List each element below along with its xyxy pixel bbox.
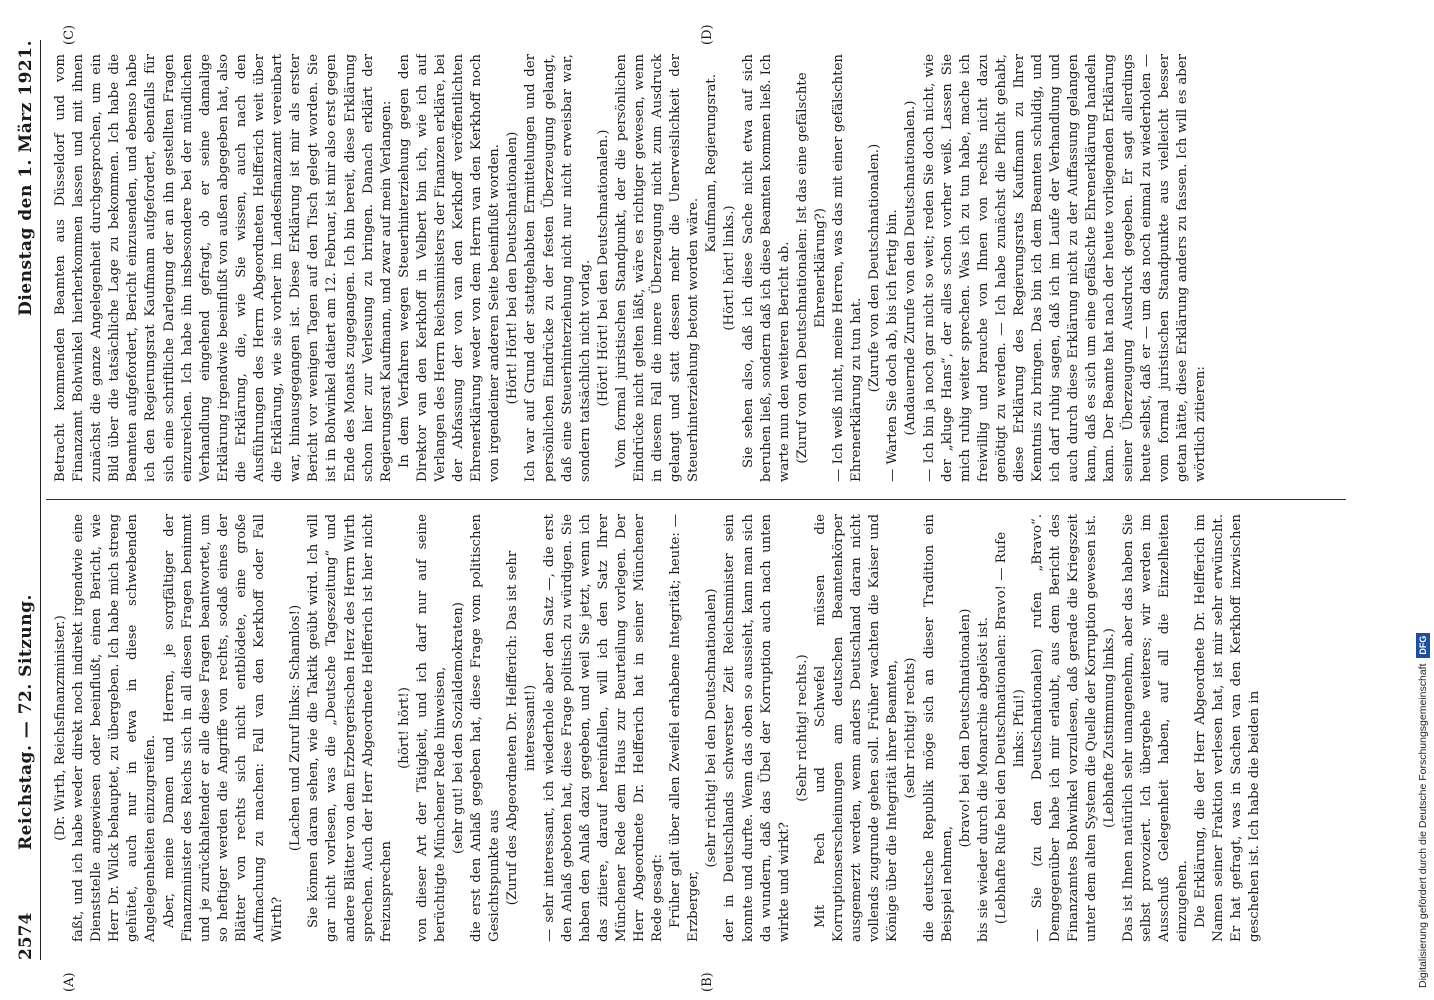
interjection: (Andauernde Zurufe von den Deutschnationalen.) bbox=[903, 100, 919, 436]
paragraph: — Warten Sie doch ab, bis ich fertig bin. bbox=[885, 209, 901, 482]
text-column-right bbox=[52, 54, 1342, 482]
paragraph: faßt, und ich habe weder direkt noch indirekt irgendwie eine Dienststelle angewiesen oder beeinflußt, einen Bericht, wie Herr Dr. Wilck behauptet, zu übergeben. Ich habe mich streng gehütet, auch nur in etwa in diese schwebenden Angelegenheiten einzugreifen. bbox=[71, 514, 159, 942]
margin-marker-d: (D) bbox=[700, 24, 715, 45]
interjection: (Lebhafte Zustimmung links.) bbox=[1102, 628, 1118, 828]
interjection: (sehr richtig! bei den Deutschnationalen) bbox=[704, 588, 720, 868]
interjection: (sehr gut! bei den Sozialdemokraten) bbox=[451, 602, 467, 854]
digitization-note: Digitalisierung gefördert durch die Deutsche Forschungsgemeinschaft bbox=[1417, 663, 1429, 988]
text-column-left bbox=[52, 514, 1342, 942]
paragraph: die deutsche Republik möge sich an dieser Tradition ein Beispiel nehmen, bbox=[921, 514, 955, 942]
column-divider bbox=[46, 499, 1346, 500]
paragraph: Vom formal juristischen Standpunkt, der die persönlichen Eindrücke nicht gelten läßt, wäre es richtiger gewesen, wenn in diesem Fall die innere Überzeugung nicht zum Ausdruck gelangt und statt dessen mehr die Unerweislichkeit der Steuerhinterziehung betont worden wäre. bbox=[613, 54, 702, 482]
interjection: (Dr. Wirth, Reichsfinanzminister.) bbox=[53, 615, 68, 841]
paragraph: — Ich weiß nicht, meine Herren, was das mit einer gefälschten Ehrenerklärung zu tun hat. bbox=[831, 54, 865, 482]
interjection: (Zurufe von den Deutschnationalen.) bbox=[867, 143, 883, 393]
page-header bbox=[6, 40, 41, 960]
paragraph: Aber, meine Damen und Herren, je sorgfältiger der Finanzminister des Reichs sich in all diesen Fragen benimmt und je zurückhaltender er alle diese Fragen beantwortet, um so heftiger werden die Angriffe von rechts, sodaß eines der Blätter von rechts sich nicht entblödete, eine große Aufmachung zu machen: Fall van den Kerkhoff oder Fall Wirth? bbox=[161, 514, 286, 942]
margin-marker-c: (C) bbox=[62, 24, 77, 45]
margin-marker-b: (B) bbox=[700, 972, 715, 992]
paragraph: Betracht kommenden Beamten aus Düsseldorf und vom Finanzamt Bohwinkel hierherkommen lassen und mit ihnen zunächst die ganze Angelegenheit durchgesprochen, um ein Bild über die tatsächliche Lage zu bekommen. Ich habe die Beamten aufgefordert, Bericht einzusenden, und ebenso habe ich den Regierungsrat Kaufmann aufgefordert, ebenfalls für sich eine schriftliche Darlegung der an ihn gestellten Fragen einzureichen. Ich habe ihn insbesondere bei der mündlichen Verhandlung eingehend gefragt, ob er seine damalige Erklärung irgendwie beeinflußt von außen abgegeben hat, also die Erklärung, die, wie Sie wissen, auch nach den Ausführungen des Herrn Abgeordneten Helfferich weit über die Erklärung, wie sie vorher im Landesfinanzamt vereinbart war, hinausgegangen ist. Diese Erklärung ist mir als erster Bericht vor wenigen Tagen auf den Tisch gelegt worden. Sie ist in Bohwinkel datiert am 12. Februar, ist mir also erst gegen Ende des Monats zugegangen. Ich bin bereit, diese Erklärung schon hier zur Verlesung zu bringen. Danach erklärt der Regierungsrat Kaufmann, und zwar auf mein Verlangen: bbox=[53, 54, 394, 482]
running-title-right: Dienstag den 1. März 1921. bbox=[16, 40, 36, 316]
interjection: (hört! hört!) bbox=[396, 687, 412, 769]
interjection: (Hört! Hört! bei den Deutschnationalen.) bbox=[595, 129, 611, 407]
digitization-credit bbox=[1414, 8, 1432, 988]
paragraph: Ich war auf Grund der stattgehabten Ermittelungen und der persönlichen Eindrücke zu der festen Überzeugung gelangt, daß eine Steuerhinterziehung nicht nur nicht erweisbar war, sondern tatsächlich nicht vorlag. bbox=[523, 54, 593, 482]
interjection: (bravo! bei den Deutschnationalen) bbox=[957, 608, 973, 848]
margin-marker-a: (A) bbox=[62, 972, 77, 992]
paragraph: der in Deutschlands schwerster Zeit Reichsminister sein konnte und durfte. Wenn das oben so aussieht, kann man sich da wundern, daß das Übel der Korruption auch nach unten wirkte und wirkt? bbox=[722, 514, 792, 942]
paragraph: Sie sehen also, daß ich diese Sache nicht etwa auf sich beruhen ließ, sondern daß ich diese Beamten kommen ließ. Ich warte nun den weiteren Bericht ab. bbox=[740, 54, 792, 482]
interjection: (Lachen und Zuruf links: Schamlos!) bbox=[288, 604, 304, 852]
dfg-logo: DFG bbox=[1416, 633, 1430, 658]
paragraph: Sie können daran sehen, wie die Taktik geübt wird. Ich will gar nicht vorlesen, was die „Deutsche Tageszeitung“ und andere Blätter von dem Erzbergerischen Herz des Herrn Wirth sprechen. Auch der Herr Abgeordnete Helfferich ist hier nicht freizusprechen bbox=[306, 514, 394, 942]
interjection: (Zuruf des Abgeordneten Dr. Helfferich: Das ist sehr interessant!) bbox=[505, 550, 539, 906]
page-number: 2574 bbox=[16, 912, 36, 960]
interjection: (Sehr richtig! rechts.) bbox=[794, 654, 810, 802]
paragraph: Das ist Ihnen natürlich sehr unangenehm, aber das haben Sie selbst provoziert. Ich übergehe weiteres; wir werden im Ausschuß Gelegenheit haben, auf all die Einzelheiten einzugehen. bbox=[1120, 514, 1190, 942]
interjection: (Hört! Hört! bei den Deutschnationalen) bbox=[505, 131, 521, 405]
paragraph: die erst den Anlaß gegeben hat, diese Frage vom politischen Gesichtspunkte aus bbox=[469, 514, 503, 942]
interjection: (Lebhafte Rufe bei den Deutschnationalen: Bravo! — Rufe links: Pfui!) bbox=[993, 531, 1027, 925]
paragraph: — Ich bin ja noch gar nicht so weit; reden Sie doch nicht, wie der „kluge Hans“, der alles schon vorher weiß. Lassen Sie mich ruhig weiter sprechen. Was ich zu tun habe, mache ich freiwillig und brauche von Ihnen von rechts nicht dazu genötigt zu werden. — Ich habe zunächst die Pflicht gehabt, diese Erklärung des Regierungsrats Kaufmann zu Ihrer Kenntnis zu bringen. Das bin ich dem Beamten schuldig, und ich darf ruhig sagen, daß ich im Laufe der Verhandlung und auch durch diese Erklärung nicht zu der Auffassung gelangen kann, daß es sich um eine gefälschte Ehrenerklärung handeln kann. Der Beamte hat nach der heute vorliegenden Erklärung seiner Überzeugung Ausdruck gegeben. Er sagt allerdings heute selbst, daß er — um das noch einmal zu wiederholen — vom formal juristischen Standpunkte aus vielleicht besser getan hätte, diese Erklärung anders zu fassen. Ich will es aber wörtlich zitieren: bbox=[921, 54, 1208, 482]
paragraph: — sehr interessant, ich wiederhole aber den Satz —, die erst den Anlaß geboten hat, diese Frage politisch zu würdigen. Sie haben den Anlaß dazu gegeben, und weil Sie jetzt, wenn ich das zitiere, darauf hereinfallen, will ich den Satz Ihrer Münchener Rede dem Haus zur Beurteilung vorlegen. Der Herr Abgeordnete Dr. Helfferich hat in seiner Münchener Rede gesagt: bbox=[541, 514, 666, 942]
paragraph: Mit Pech und Schwefel müssen die Korruptionserscheinungen am deutschen Beamtenkörper ausgemerzt werden, wenn anders Deutschland daran nicht vollends zugrunde gehen soll. Früher wachten die Kaiser und Könige über die Integrität ihrer Beamten, bbox=[812, 514, 901, 942]
paragraph: Früher galt über allen Zweifel erhabene Integrität; heute: — Erzberger, bbox=[668, 514, 702, 942]
paragraph: Die Erklärung, die der Herr Abgeordnete Dr. Helfferich im Namen seiner Fraktion verlesen hat, ist mir sehr erwünscht. Er hat gefragt, was in Sachen van den Kerkhoff inzwischen geschehen ist. Ich habe die beiden in bbox=[1192, 514, 1263, 942]
interjection: (sehr richtig! rechts) bbox=[903, 657, 919, 799]
interjection: (Hört! hört! links.) bbox=[722, 205, 738, 331]
signature-line: Kaufmann, Regierungsrat. bbox=[704, 74, 720, 253]
paragraph: bis sie wieder durch die Monarchie abgelöst ist. bbox=[975, 617, 991, 942]
paragraph: von dieser Art der Tätigkeit, und ich darf nur auf seine berüchtigte Münchener Rede hinweisen, bbox=[414, 514, 448, 942]
paragraph: — Sie (zu den Deutschnationalen) rufen „Bravo“. Demgegenüber habe ich mir erlaubt, aus dem Bericht des Finanzamtes Bohwinkel vorzulesen, daß gerade die Kriegszeit unter dem alten System die Quelle der Korruption gewesen ist. bbox=[1030, 514, 1100, 942]
interjection: (Zuruf von den Deutschnationalen: Ist das eine gefälschte Ehrenerklärung?) bbox=[794, 72, 828, 464]
paragraph: In dem Verfahren wegen Steuerhinterziehung gegen den Direktor van den Kerkhoff in Velbert bin ich, wie ich auf Verlangen des Herrn Reichsministers der Finanzen erkläre, bei der Abfassung der von van den Kerkhoff veröffentlichten Ehrenerklärung weder von dem Herrn van den Kerkhoff noch von irgendeiner anderen Seite beeinflußt worden. bbox=[396, 54, 503, 482]
running-title-left: Reichstag. — 72. Sitzung. bbox=[16, 594, 36, 850]
